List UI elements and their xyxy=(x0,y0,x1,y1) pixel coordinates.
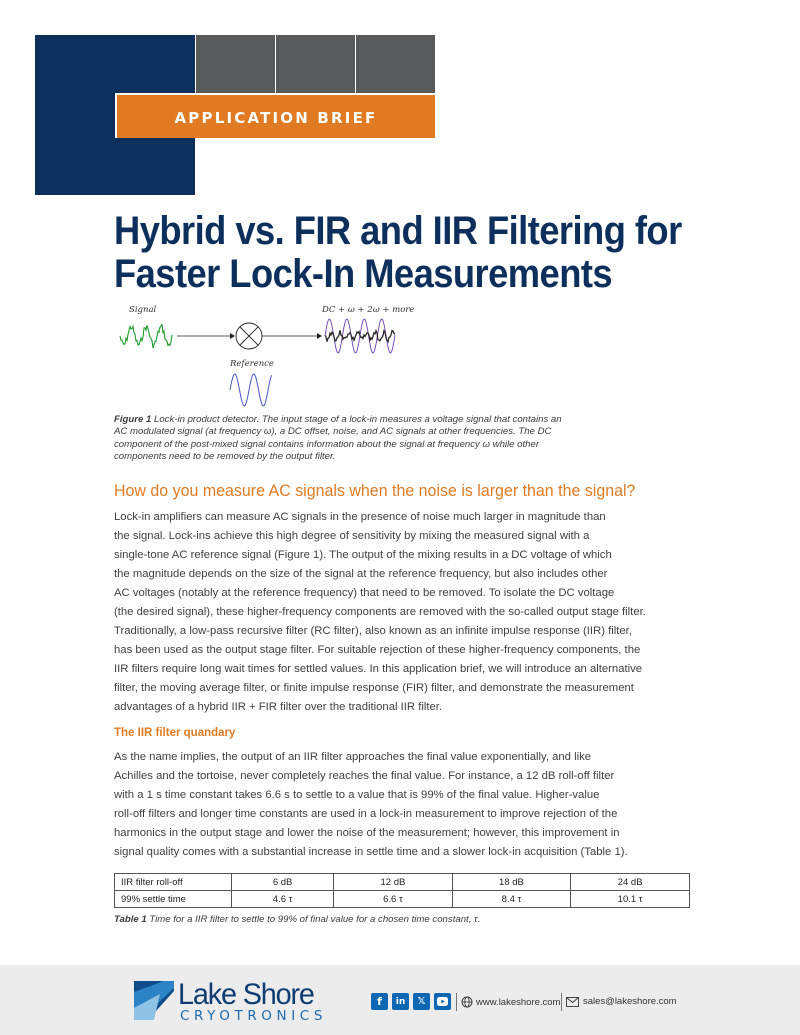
page-title xyxy=(114,210,703,296)
reference-sine-wave xyxy=(230,374,272,406)
youtube-icon[interactable] xyxy=(434,993,451,1010)
text-line: harmonics in the output stage and lower the noise of the measurement; however, this improvement in xyxy=(114,827,620,839)
table-caption-label: Table 1 xyxy=(114,914,147,925)
body-paragraph xyxy=(114,508,714,622)
text-line: advantages of a hybrid IIR + FIR filter over the traditional IIR filter. xyxy=(114,701,443,713)
lock-in-detector-diagram xyxy=(112,298,422,410)
figure-caption-text: Lock-in product detector. The input stage of a lock-in measures a voltage signal that contains an AC modulated signal (at frequency ω), a DC offset, noise, and AC signals at other frequencies. The DC component of the post-mixed signal contains information about the signal at frequency ω while other components need to be removed by the output filter. xyxy=(114,414,562,463)
website-text: www.lakeshore.com xyxy=(476,996,561,1008)
globe-icon xyxy=(461,996,473,1008)
facebook-icon[interactable]: f xyxy=(371,993,388,1010)
text-line: As the name implies, the output of an IIR filter approaches the final value exponentially, and like xyxy=(114,751,592,763)
mixer-icon xyxy=(236,323,262,349)
table-cell: 12 dB xyxy=(334,874,453,891)
text-line: single-tone AC reference signal (Figure 1). The output of the mixing results in a DC voltage of which xyxy=(114,549,612,561)
signal-arrowhead xyxy=(230,333,235,339)
title-line-1: Hybrid vs. FIR and IIR Filtering for xyxy=(114,209,682,253)
section-heading: How do you measure AC signals when the noise is larger than the signal? xyxy=(114,481,636,500)
table-row xyxy=(115,891,690,908)
text-line: signal quality comes with a substantial increase in settle time and a slower lock-in acquisition (Table 1). xyxy=(114,846,628,858)
table-caption-text: Time for a IIR filter to settle to 99% of final value for a chosen time constant, τ. xyxy=(146,914,481,925)
text-line: IIR filters require long wait times for settled values. In this application brief, we will introduce an alternative xyxy=(114,663,643,675)
text-line: has been used as the output stage filter. For suitable rejection of these higher-frequency components, the xyxy=(114,644,641,656)
text-line: Traditionally, a low-pass recursive filter (RC filter), also known as an infinite impulse response (IIR) filter, xyxy=(114,625,632,637)
text-line: the signal. Lock-ins achieve this high degree of sensitivity by mixing the measured signal with a xyxy=(114,530,590,542)
body-paragraph xyxy=(114,748,714,862)
header-grey-block xyxy=(276,35,355,93)
table-cell: 6.6 τ xyxy=(334,891,453,908)
email-link[interactable] xyxy=(566,996,677,1007)
linkedin-icon[interactable]: in xyxy=(392,993,409,1010)
application-brief-label: APPLICATION BRIEF xyxy=(174,108,378,127)
output-label: DC + ω + 2ω + more xyxy=(322,305,415,315)
text-line: roll-off filters and longer time constants are used in a lock-in measurement to improve rejection of the xyxy=(114,808,618,820)
output-arrowhead xyxy=(317,333,322,339)
table-cell: 8.4 τ xyxy=(452,891,571,908)
figure-caption-label: Figure 1 xyxy=(114,414,152,425)
table-cell: IIR filter roll-off xyxy=(115,874,232,891)
table-row xyxy=(115,874,690,891)
table-cell: 10.1 τ xyxy=(571,891,690,908)
text-line: the magnitude depends on the size of the signal at the reference frequency, but also includes other xyxy=(114,568,608,580)
table-cell: 24 dB xyxy=(571,874,690,891)
text-line: with a 1 s time constant takes 6.6 s to settle to a value that is 99% of the final value. Higher-value xyxy=(114,789,600,801)
text-line: filter, the moving average filter, or finite impulse response (FIR) filter, and demonstrate the measurement xyxy=(114,682,634,694)
title-line-2: Faster Lock-In Measurements xyxy=(114,252,613,296)
text-line: (the desired signal), these higher-frequency components are removed with the so-called output stage filter. xyxy=(114,606,646,618)
settle-time-table xyxy=(114,873,690,908)
mail-icon xyxy=(566,997,579,1007)
text-line: Lock-in amplifiers can measure AC signals in the presence of noise much larger in magnitude than xyxy=(114,511,606,523)
table-cell: 18 dB xyxy=(452,874,571,891)
website-link[interactable] xyxy=(461,996,560,1008)
table-caption xyxy=(114,914,480,925)
figure-caption xyxy=(114,414,574,464)
application-brief-banner xyxy=(115,93,435,138)
reference-label: Reference xyxy=(230,359,274,369)
logo-wordmark: Lake Shore xyxy=(178,978,314,1011)
text-line: AC voltages (notably at the reference frequency) that need to be removed. To isolate the DC voltage xyxy=(114,587,615,599)
text-line: Achilles and the tortoise, never completely reaches the final value. For instance, a 12 dB roll-off filter xyxy=(114,770,615,782)
header-grey-block xyxy=(196,35,275,93)
noisy-signal-wave xyxy=(120,325,172,349)
body-paragraph xyxy=(114,622,714,717)
logo-subtitle: CRYOTRONICS xyxy=(180,1008,328,1024)
signal-label: Signal xyxy=(129,305,157,315)
output-mixed-signal xyxy=(325,330,395,342)
footer-divider xyxy=(561,993,562,1011)
table-cell: 4.6 τ xyxy=(232,891,334,908)
header-grey-block xyxy=(356,35,435,93)
footer-divider xyxy=(456,993,457,1011)
table-cell: 6 dB xyxy=(232,874,334,891)
x-icon[interactable]: 𝕏 xyxy=(413,993,430,1010)
email-text: sales@lakeshore.com xyxy=(583,996,677,1007)
subheading: The IIR filter quandary xyxy=(114,727,236,739)
table-cell: 99% settle time xyxy=(115,891,232,908)
